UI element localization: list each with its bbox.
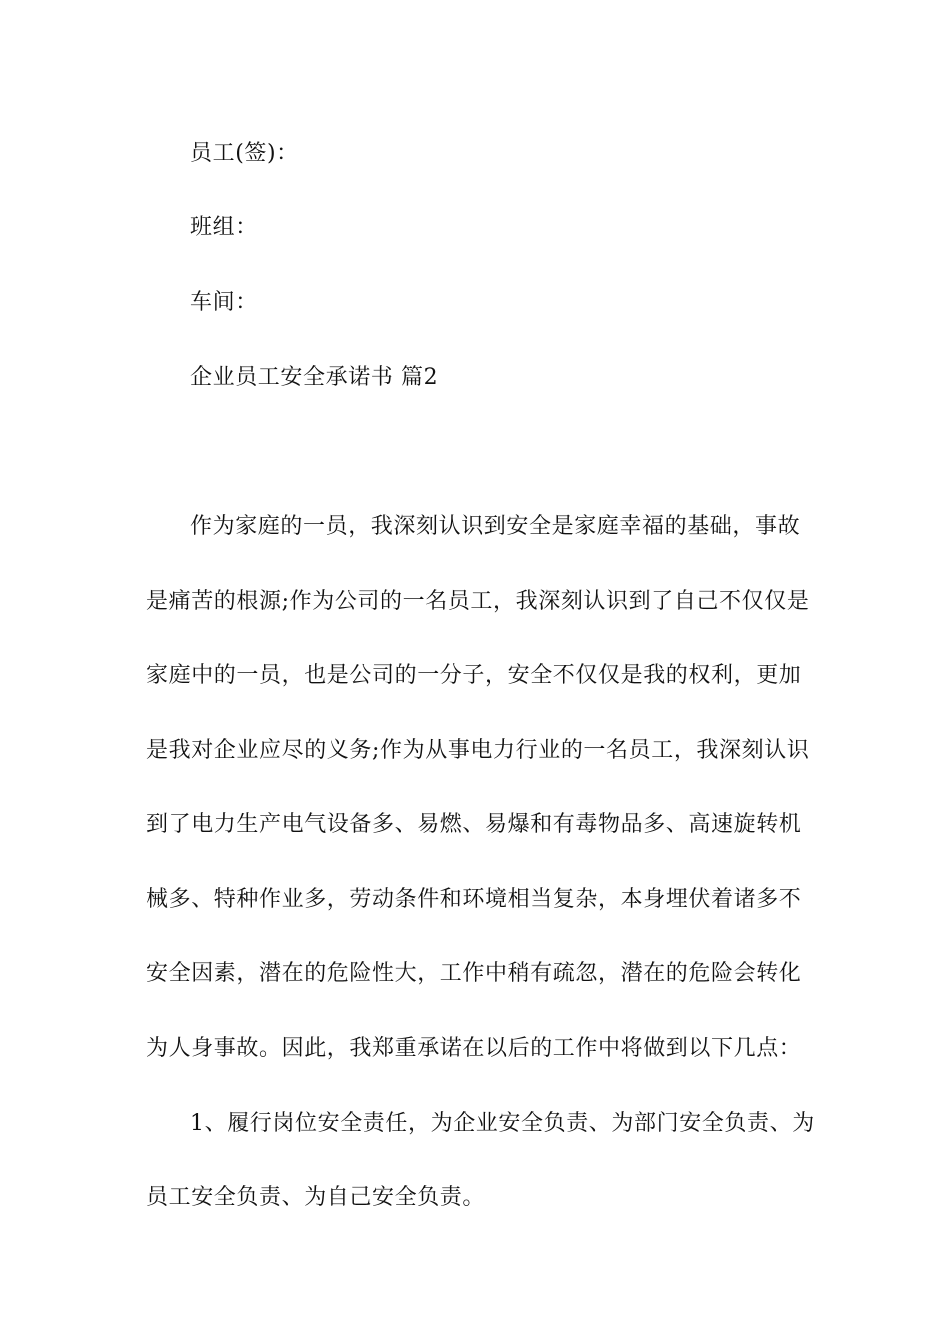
section-title: 企业员工安全承诺书 篇2 [190, 365, 439, 390]
body-line: 家庭中的一员，也是公司的一分子，安全不仅仅是我的权利，更加 [146, 663, 802, 688]
body-line: 到了电力生产电气设备多、易燃、易爆和有毒物品多、高速旋转机 [146, 812, 802, 837]
workshop-label: 车间： [190, 290, 258, 315]
team-label: 班组： [190, 215, 258, 240]
body-line: 安全因素，潜在的危险性大，工作中稍有疏忽，潜在的危险会转化 [146, 961, 802, 986]
body-line: 作为家庭的一员，我深刻认识到安全是家庭幸福的基础，事故 [190, 514, 801, 539]
body-line: 是我对企业应尽的义务;作为从事电力行业的一名员工，我深刻认识 [146, 738, 810, 763]
body-line: 为人身事故。因此，我郑重承诺在以后的工作中将做到以下几点： [146, 1036, 802, 1061]
body-line: 械多、特种作业多，劳动条件和环境相当复杂，本身埋伏着诸多不 [146, 887, 802, 912]
body-line: 是痛苦的根源;作为公司的一名员工，我深刻认识到了自己不仅仅是 [146, 589, 810, 614]
body-line: 1、履行岗位安全责任，为企业安全负责、为部门安全负责、为 [190, 1111, 815, 1136]
body-line: 员工安全负责、为自己安全负责。 [146, 1185, 486, 1210]
employee-signature-label: 员工(签)： [190, 141, 299, 166]
